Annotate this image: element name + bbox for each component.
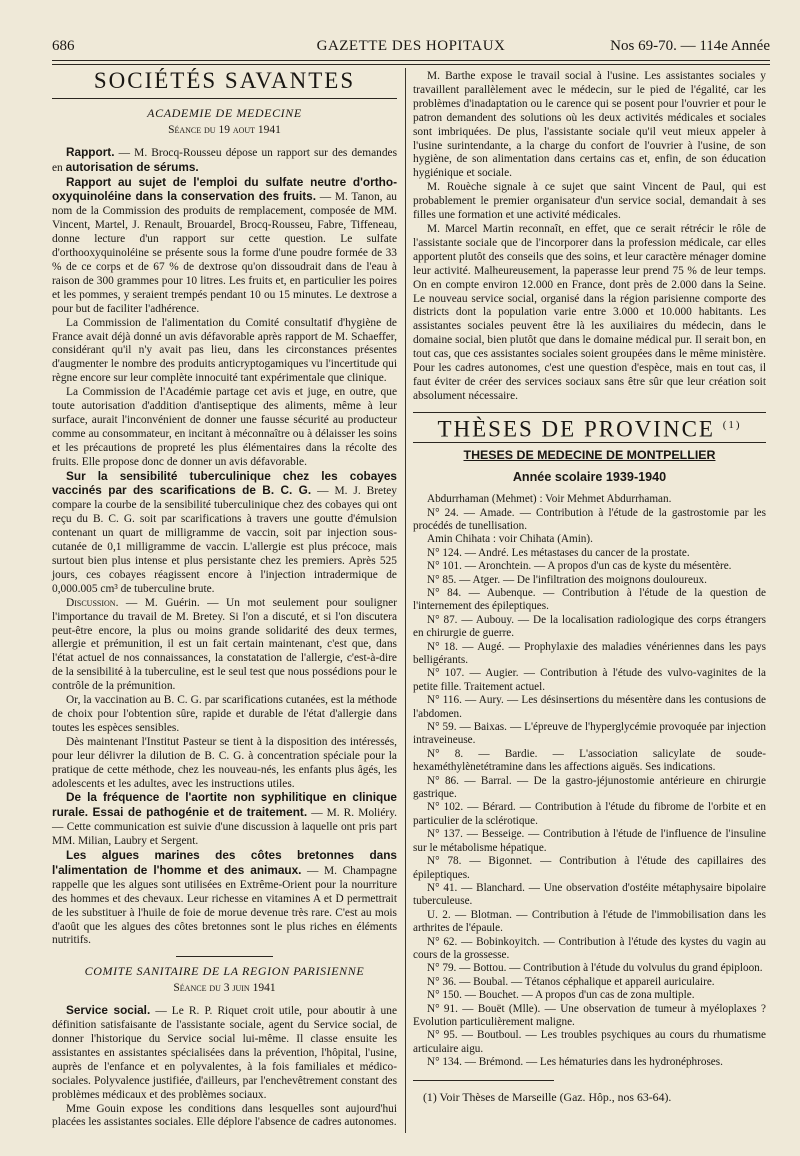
thesis-entry: N° 41. — Blanchard. — Une observation d'ostéite métaphysaire bipolaire tuberculeuse. (413, 881, 766, 908)
article-sulfate: Rapport au sujet de l'emploi du sulfate neutre d'ortho-oxyquinoléine dans la conservation des fruits. — M. Tanon, au nom de la Commission des produits de remplacement, composée de MM. Vincent, Martel, J. Renault, Brouardel, Brocq-Rousseu, Fabre, Tiffeneau, donne lecture d'un rapport sur cette question. Le sulfate d'orthooxyquinoléine se présente sous la forme d'une poudre formée de 33 % de ce corps et de 67 % de dextrose qu'on dissoudrait dans de l'eau à raison de 300 grammes pour 10 litres. Les fruits et, en particulier les poires et les pommes, y seraient trempés pendant 10 ou 15 minutes. Le dextrose a pour but de faciliter l'adhérence. (52, 174, 397, 315)
paragraph: Or, la vaccination au B. C. G. par scarifications cutanées, est la méthode de choix pour l'obtention sûre, rapide et durable de l'état d'allergie dans toutes les espèces sensibles. (52, 694, 397, 734)
thesis-entry: N° 24. — Amade. — Contribution à l'étude de la gastrostomie par les procédés de tunellisation. (413, 506, 766, 532)
column-divider (405, 68, 406, 1133)
montpellier-heading: THESES DE MEDECINE DE MONTPELLIER (463, 448, 716, 463)
thesis-entry: N° 78. — Bigonnet. — Contribution à l'étude des capillaires des épileptiques. (413, 855, 766, 881)
thesis-entry: N° 101. — Aronchtein. — A propos d'un cas de kyste du mésentère. (427, 560, 732, 573)
thesis-entry: N° 85. — Atger. — De l'infiltration des moignons douloureux. (427, 573, 707, 586)
header-rule-2 (52, 64, 770, 65)
academie-seance: Séance du 19 aout 1941 (168, 123, 281, 136)
article-algues: Les algues marines des côtes bretonnes dans l'alimentation de l'homme et des animaux. — M. Champagne rappelle que les algues sont utilisées en Extrême-Orient pour la nourriture des hommes et des chevaux. Leur richesse en vitamines A et D permettrait de les substituer à l'huile de foie de morue devenue très rare. C'est au mois d'août que les algues des côtes bretonnes sont le plus riches en éléments nutritifs. (52, 848, 397, 947)
thesis-entry: N° 107. — Augier. — Contribution à l'étude des vulvo-vaginites de la petite fille. Traitement actuel. (413, 667, 766, 693)
comite-heading: COMITE SANITAIRE DE LA REGION PARISIENNE (84, 964, 365, 979)
academie-heading: ACADEMIE DE MEDECINE (147, 105, 302, 120)
thesis-entry: N° 95. — Boutboul. — Les troubles psychiques au cours du rhumatisme articulaire aigu. (413, 1029, 766, 1055)
article-aortite: De la fréquence de l'aortite non syphilitique en clinique rurale. Essai de pathogénie et de traitement. — M. R. Moliéry. — Cette communication est suivie d'une discussion à laquelle ont pris part MM. Milian, Laubry et Sergent. (52, 790, 398, 848)
thesis-entry: N° 91. — Bouët (Mlle). — Une observation de tumeur à myéloplaxes ? Evolution particulièrement maligne. (413, 1002, 766, 1028)
page-number: 686 (52, 38, 75, 54)
thesis-entry: N° 59. — Baixas. — L'épreuve de l'hyperglycémie provoquée par injection intraveineuse. (413, 721, 766, 747)
issue-number: Nos 69-70. — 114e Année (610, 38, 770, 54)
thesis-entry: N° 84. — Aubenque. — Contribution à l'étude de la question de l'internement des épileptiques. (413, 586, 766, 613)
journal-title: GAZETTE DES HOPITAUX (316, 38, 506, 54)
thesis-entry: Amin Chihata : voir Chihata (Amin). (427, 533, 593, 546)
thesis-entry: U. 2. — Blotman. — Contribution à l'étude de l'immobilisation dans les arthrites de l'épaule. (413, 908, 766, 935)
thesis-entry: N° 79. — Bottou. — Contribution à l'étude du volvulus du grand épiploon. (427, 962, 763, 975)
paragraph: Dès maintenant l'Institut Pasteur se tient à la disposition des intéressés, pour leur délivrer la dilution de B. C. G. à concentration spéciale pour la pratique de cette méthode, chez les nouveau-nés, les enfants plus âgés, les adolescents et les adultes, avec les instructions utiles. (52, 735, 397, 790)
thesis-entry: N° 87. — Aubouy. — De la localisation radiologique des corps étrangers en chirurgie de guerre. (413, 613, 766, 640)
thesis-entry: N° 102. — Bérard. — Contribution à l'étude du fibrome de l'orbite et en particulier de la sclérotique. (413, 801, 766, 827)
footnote-ref: (1) (722, 418, 742, 431)
theses-title-box (413, 412, 766, 444)
thesis-entry: N° 86. — Barral. — De la gastro-jéjunostomie antérieure en chirurgie gastrique. (413, 774, 766, 801)
running-header (52, 36, 770, 58)
paragraph: M. Rouèche signale à ce sujet que saint Vincent de Paul, qui est probablement le premier organisateur d'un service social, demandait à ses filles une formation et une activité médicales. (413, 181, 766, 222)
left-column (52, 70, 397, 1130)
discussion: Discussion. — M. Guérin. — Un mot seulement pour souligner l'importance du travail de M. Bretey. Si l'on a discuté, et si l'on discutera peut-être encore, la plus ou moins grande solidarité des deux termes, allergie et prémunition, il est un fait certain maintenant, c'est que, dans l'état actuel de nos connaissances, la constatation de l'allergie, c'est-à-dire de la sensibilité à la tuberculine, est le seul test que nous possédions pour le contrôle de la prémunition. (52, 596, 397, 693)
comite-seance: Séance du 3 juin 1941 (173, 982, 276, 995)
footnote: (1) Voir Thèses de Marseille (Gaz. Hôp., nos 63-64). (423, 1089, 672, 1104)
article-bcg: Sur la sensibilité tuberculinique chez les cobayes vaccinés par des scarifications de B. C. G. — M. J. Bretey compare la courbe de la sensibilité tuberculinique chez des cobayes qui ont reçu du B. C. G. soit par scarifications à travers une goutte d'émulsion contenant un quart de milligramme de vaccin, soit par injection sous-cutanée de 0,1 milligramme de vaccin. L'allergie est plus précoce, mais surtout bien plus intense et plus persistante chez les premiers. Après 525 jours, ces cobayes réagissent encore à l'injection intradermique de 0,000.005 cm³ de tuberculine brute. (52, 468, 397, 595)
thesis-entry: N° 8. — Bardie. — L'association salicylate de soude-hexaméthylènetétramine dans les affections aiguës. Ses indications. (413, 747, 766, 774)
right-column (413, 70, 766, 1105)
header-rule (52, 60, 770, 61)
theses-list (413, 493, 766, 1069)
academic-year: Année scolaire 1939-1940 (512, 470, 667, 485)
thesis-entry: N° 134. — Brémond. — Les hématuries dans les hydronéphroses. (427, 1056, 723, 1069)
divider (176, 956, 273, 957)
divider (52, 98, 397, 99)
thesis-entry: N° 124. — André. Les métastases du cancer de la prostate. (427, 546, 690, 559)
thesis-entry: N° 150. — Bouchet. — A propos d'un cas de zona multiple. (427, 989, 695, 1002)
theses-title: THÈSES DE PROVINCE $^{(1)}$ (437, 416, 742, 442)
paragraph: La Commission de l'alimentation du Comité consultatif d'hygiène de France avait déjà donné un avis défavorable après rapport de M. Schaeffer, considérant qu'il n'y avait pas lieu, dans les circonstances présentes d'augmenter le nombre des produits anticryptogamiques vu l'incertitude qui règne encore sur leur complète innocuité tant expérimentale que clinique. (52, 316, 397, 385)
paragraph: Mme Gouin expose les conditions dans lesquelles sont aujourd'hui placées les assistantes sociales. Elle déplore l'absence de cadres autonomes. (52, 1102, 397, 1129)
thesis-entry: N° 137. — Besseige. — Contribution à l'étude de l'influence de l'insuline sur le métabolisme hépatique. (413, 828, 766, 854)
paragraph: La Commission de l'Académie partage cet avis et juge, en outre, que toute autorisation d'addition d'antiseptique des aliments, même à leur surface, aurait l'inconvénient de donner une fausse sécurité au producteur comme au consommateur, en incitant à méconnaître ou à délaisser les soins et les précautions de propreté les plus élémentaires dans la récolte des fruits. Elle propose donc de donner un avis défavorable. (52, 386, 397, 468)
section-title: SOCIÉTÉS SAVANTES (93, 68, 356, 93)
thesis-entry: N° 62. — Bobinkoyitch. — Contribution à l'étude des kystes du vagin au cours de la grossesse. (413, 935, 766, 961)
thesis-entry: N° 116. — Aury. — Les désinsertions du mésentère dans les contusions de l'abdomen. (413, 694, 766, 720)
paragraph: M. Marcel Martin reconnaît, en effet, que ce serait rétrécir le rôle de l'assistante sociale que de l'incorporer dans la profession médicale, car elles apportent plutôt des conseils que des soins, et leur caractère ménager domine leur activité. Malheureusement, la paperasse leur prend 75 % de leur temps. On en compte environ 12.000 en France, dont près de 2.000 dans la Seine. Le nouveau service social, organisé dans la région parisienne comporte des districts dont la population varie entre 3.000 et 10.000 habitants. Les assistantes sociales peuvent être là les auxiliaires du médecin, dans le domaine social, bien plutôt que dans le domaine médical pur. Il serait bon, en tout cas, que ces assistantes sociales soient groupées dans le même ministère. Pour les cadres autonomes, c'est une question d'espèce, mais en tout cas, il faut éviter de créer des services sociaux sans être sûr que leur création soit absolument nécessaire. (413, 222, 766, 402)
article-rapport: Rapport. — M. Brocq-Rousseu dépose un rapport sur des demandes en autorisation de sérums. (52, 144, 397, 174)
article-service-social: Service social. — Le R. P. Riquet croit utile, pour aboutir à une définition satisfaisante de l'assistante sociale, agent du Service social, de donner l'historique du Service social lui-même. Il classe ensuite les assistantes en assistantes spécialisées dans la prévention, l'hôpital, l'usine, auprès de l'enfance et en polyvalentes, à la fois familiales et médico-sociales. Polyvalence justifiée, d'ailleurs, par l'enchevêtrement constant des problèmes médicaux et des problèmes sociaux. (52, 1003, 398, 1101)
paragraph: M. Barthe expose le travail social à l'usine. Les assistantes sociales y travaillent parallèlement avec le médecin, sur le pied de l'égalité, car les problèmes d'inadaptation ou le carence qui se posent pour l'ouvrier et pour le patron demandent des solutions où les deux activités médicales et sociales sont imbriquées. De plus, l'assistante sociale qu'il veut mieux appeler à l'usine surintendante, a la charge du confort de l'ouvrier à l'usine, de son hygiène, de son alimentation dans certains cas et, enfin, de son éducation hygiénique et sociale. (413, 70, 766, 180)
footnote-rule (413, 1080, 554, 1081)
thesis-entry: N° 36. — Boubal. — Tétanos céphalique et appareil auriculaire. (427, 975, 715, 988)
thesis-entry: N° 18. — Augé. — Prophylaxie des maladies vénériennes dans les pays belligérants. (413, 640, 766, 666)
thesis-entry: Abdurrhaman (Mehmet) : Voir Mehmet Abdurrhaman. (427, 493, 672, 506)
